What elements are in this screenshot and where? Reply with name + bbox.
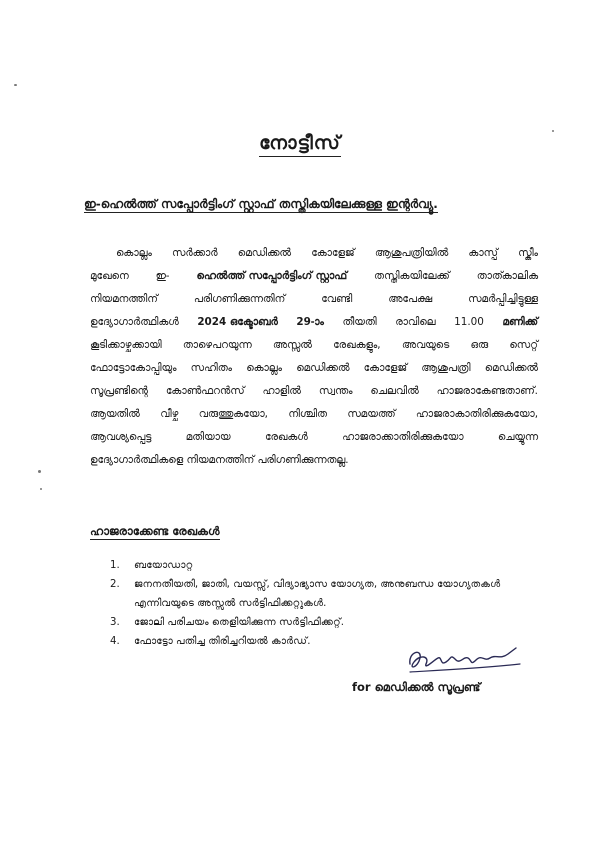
paragraph-word: ഒരു — [470, 339, 489, 351]
paragraph-word: രേഖകൾ — [264, 431, 308, 443]
required-documents-heading-text: ഹാജരാക്കേണ്ട രേഖകൾ — [90, 524, 220, 538]
paragraph-word: സൂപ്രണ്ടിന്റെ — [90, 385, 148, 397]
paragraph-word: മതിയായ — [185, 431, 231, 443]
paragraph-word: അപേക്ഷ — [388, 293, 433, 305]
paragraph-word: മെഡിക്കൽ — [484, 362, 538, 374]
paragraph-word: വേണ്ടി — [321, 293, 353, 305]
paragraph-line — [90, 265, 538, 288]
paragraph-word: ഇ- — [155, 270, 170, 282]
list-item — [110, 613, 530, 632]
paragraph-word: തീയതി — [342, 316, 377, 328]
paragraph-word: വരുത്തുകയോ, — [198, 408, 268, 420]
paragraph-word: രേഖകളും, — [333, 339, 381, 351]
paragraph-word: ഹാജരാകേണ്ടതാണ്. — [436, 385, 538, 397]
paragraph-word: തസ്തികയിലേക്ക് — [374, 270, 450, 282]
paragraph-word: ആവശ്യപ്പെട്ട — [90, 431, 152, 443]
paragraph-word: സർക്കാർ — [172, 247, 218, 259]
scan-speck — [40, 488, 42, 490]
paragraph-word: കൊല്ലം — [246, 362, 283, 374]
paragraph-word: കോൺഫറൻസ് — [165, 385, 245, 397]
paragraph-word: സമയത്ത് — [347, 408, 396, 420]
paragraph-word: ഹാജരാകാതിരിക്കുകയോ, — [415, 408, 538, 420]
paragraph-word: വീഴ്ച — [160, 408, 179, 420]
list-item-text: ബയോഡാറ്റ — [134, 560, 193, 571]
paragraph-word: ആശുപത്രിയിൽ — [374, 247, 449, 259]
required-documents-heading — [90, 524, 220, 539]
paragraph-word: മെഡിക്കൽ — [237, 247, 291, 259]
required-documents-list — [110, 556, 530, 651]
paragraph-line — [90, 311, 538, 334]
paragraph-line — [90, 242, 538, 265]
list-item-text: ജോലി പരിചയം തെളിയിക്കുന്ന സർട്ടിഫിക്കറ്റ്. — [134, 617, 344, 628]
list-item-number: 3. — [110, 617, 120, 628]
paragraph-word: നിശ്ചിത — [288, 408, 327, 420]
paragraph-line — [90, 403, 538, 426]
paragraph-word: ആശുപത്രി — [421, 362, 471, 374]
paragraph-word: താഴെപറയുന്ന — [182, 339, 252, 351]
paragraph-word: അവയുടെ — [401, 339, 450, 351]
paragraph-word: ഫോട്ടോകോപ്പിയും — [90, 362, 177, 374]
paragraph-word: കോളേജ് — [363, 362, 408, 374]
paragraph-word: ഹെൽത്ത് സപ്പോർട്ടിംഗ് സ്റ്റാഫ് — [196, 270, 348, 282]
paragraph-line — [90, 449, 538, 472]
paragraph-word: കോളേജ് — [311, 247, 355, 259]
paragraph-word: ചെലവിൽ — [370, 385, 419, 397]
notice-title — [0, 132, 600, 154]
signatory-designation: for മെഡിക്കൽ സൂപ്രണ്ട് — [352, 680, 481, 694]
notice-subject — [84, 197, 544, 212]
notice-subject-text: ഇ-ഹെൽത്ത് സപ്പോർട്ടിംഗ് സ്റ്റാഫ് തസ്തികയിലേക്കുള്ള ഇന്റർവ്യൂ. — [84, 197, 438, 211]
scan-speck — [552, 130, 554, 132]
paragraph-word: 11.00 — [454, 316, 484, 328]
paragraph-word: സഹിതം — [190, 362, 232, 374]
paragraph-word: സ്വന്തം — [318, 385, 353, 397]
paragraph-word: മണിക്ക് — [502, 316, 538, 328]
paragraph-word: മെഡിക്കൽ — [296, 362, 350, 374]
handwritten-signature — [404, 642, 524, 678]
paragraph-word: താത്കാലിക — [476, 270, 538, 282]
notice-body-paragraph — [90, 242, 538, 472]
paragraph-word: ചെയ്യുന്ന — [497, 431, 538, 443]
paragraph-word: കാസ്പ് — [468, 247, 498, 259]
paragraph-word: സ്കീം — [518, 247, 538, 259]
paragraph-line — [90, 357, 538, 380]
paragraph-word: ആയതിൽ — [90, 408, 140, 420]
list-item-number: 1. — [110, 560, 120, 571]
list-item — [110, 556, 530, 575]
paragraph-word: അസ്സൽ — [272, 339, 312, 351]
paragraph-word: ഹാജരാക്കാതിരിക്കുകയോ — [342, 431, 464, 443]
paragraph-line — [90, 380, 538, 403]
paragraph-word: പരിഗണിക്കുന്നതിന് — [193, 293, 286, 305]
list-item-text: ഫോട്ടോ പതിച്ച തിരിച്ചറിയൽ കാർഡ്. — [134, 636, 311, 647]
paragraph-word: സെറ്റ് — [509, 339, 538, 351]
paragraph-word: 29-ാം — [296, 316, 324, 328]
paragraph-line — [90, 426, 538, 449]
paragraph-word: മുഖേനെ — [90, 270, 129, 282]
paragraph-word: കൊല്ലം — [116, 247, 152, 259]
paragraph-word: 2024 ഒക്ടോബർ — [197, 316, 278, 328]
paragraph-line — [90, 288, 538, 311]
paragraph-word: ഉദ്യോഗാർത്ഥികളെ നിയമനത്തിന് പരിഗണിക്കുന്നതല്ല. — [90, 454, 349, 466]
list-item-number: 2. — [110, 579, 120, 590]
list-item-text: ജനനതീയതി, ജാതി, വയസ്സ്, വിദ്യാഭ്യാസ യോഗ്യത, അനുബന്ധ യോഗ്യതകൾ എന്നിവയുടെ അസ്സൽ സർട്ടിഫിക്കറ്റുകൾ. — [134, 579, 501, 609]
paragraph-word: രാവിലെ — [395, 316, 436, 328]
notice-title-text: നോട്ടീസ് — [259, 132, 341, 157]
paragraph-word: കൂടിക്കാഴ്ചക്കായി — [90, 339, 162, 351]
scan-speck — [14, 84, 17, 86]
list-item — [110, 575, 530, 613]
paragraph-word: നിയമനത്തിന് — [90, 293, 158, 305]
paragraph-word: ഹാളിൽ — [262, 385, 301, 397]
paragraph-line — [90, 334, 538, 357]
scan-speck — [38, 470, 41, 473]
paragraph-word: സമർപ്പിച്ചിട്ടുള്ള — [468, 293, 538, 305]
list-item-number: 4. — [110, 636, 120, 647]
paragraph-word: ഉദ്യോഗാർത്ഥികൾ — [90, 316, 179, 328]
